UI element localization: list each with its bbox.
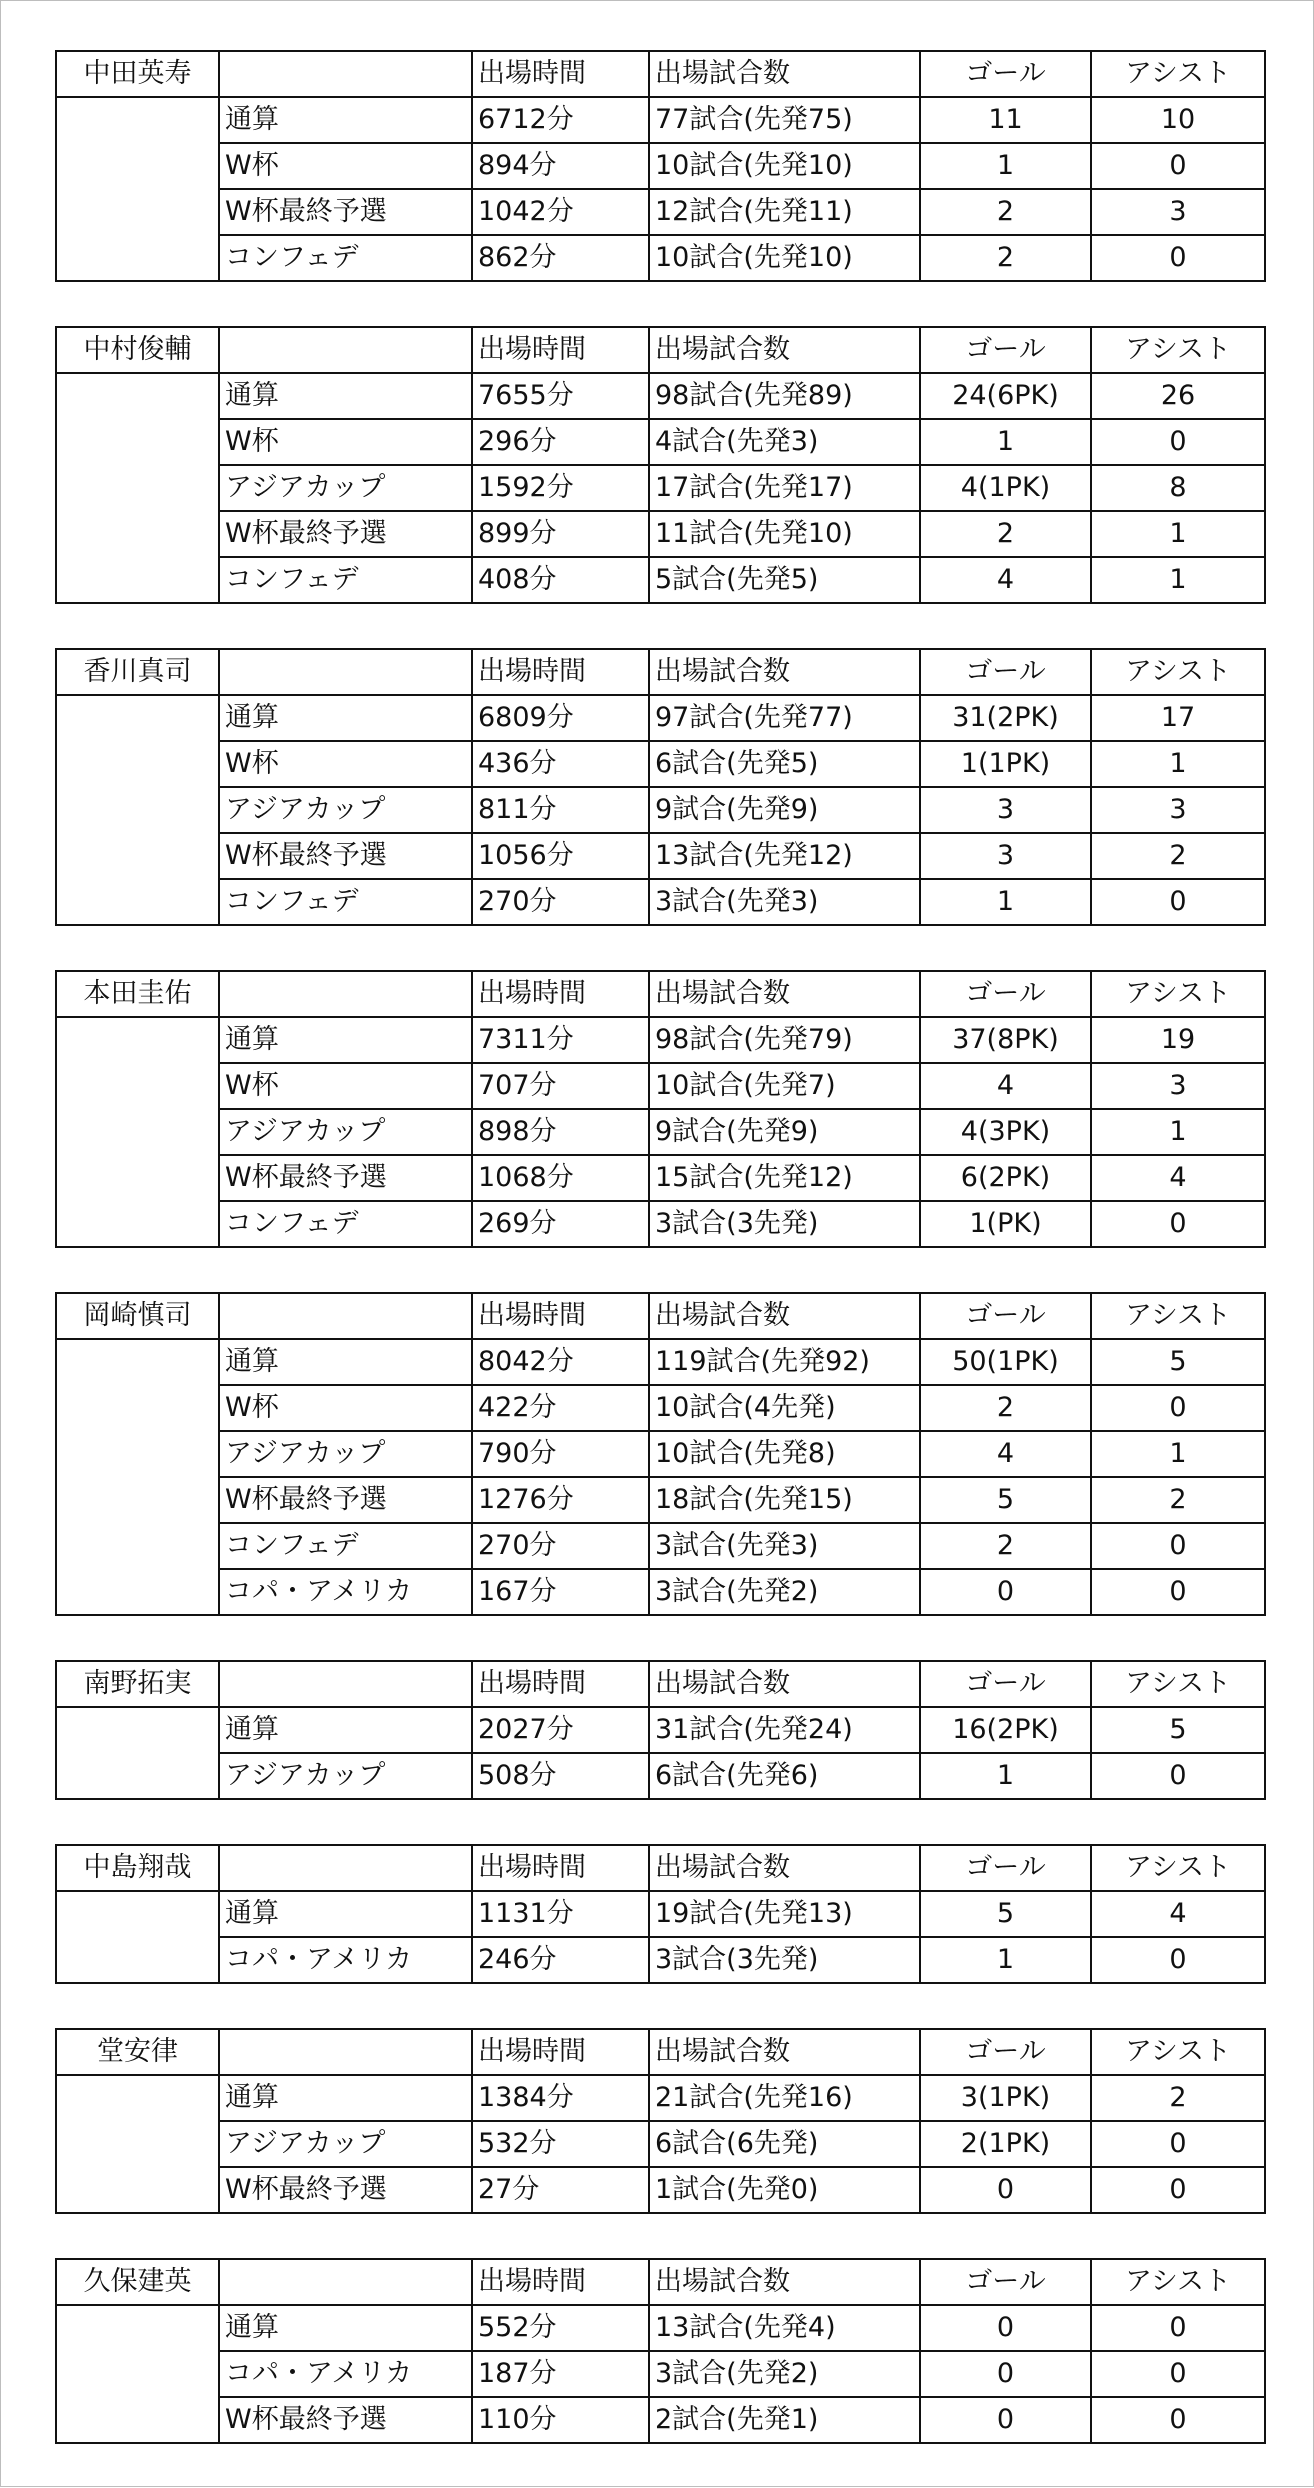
goals-cell: 1 [920, 143, 1091, 189]
assists-cell: 0 [1091, 2397, 1265, 2443]
header-goals: ゴール [920, 327, 1091, 373]
appearances-cell: 3試合(先発2) [649, 1569, 920, 1615]
appearances-cell: 3試合(3先発) [649, 1201, 920, 1247]
header-assists: アシスト [1091, 51, 1265, 97]
minutes-cell: 187分 [472, 2351, 649, 2397]
player-name-spacer [56, 2075, 219, 2213]
goals-cell: 2 [920, 511, 1091, 557]
minutes-cell: 1068分 [472, 1155, 649, 1201]
minutes-cell: 899分 [472, 511, 649, 557]
minutes-cell: 422分 [472, 1385, 649, 1431]
player-name: 久保建英 [56, 2259, 219, 2305]
player-name-spacer [56, 373, 219, 603]
appearances-cell: 3試合(先発3) [649, 879, 920, 925]
minutes-cell: 898分 [472, 1109, 649, 1155]
header-assists: アシスト [1091, 649, 1265, 695]
header-goals: ゴール [920, 1293, 1091, 1339]
assists-cell: 3 [1091, 189, 1265, 235]
header-minutes: 出場時間 [472, 327, 649, 373]
player-table [55, 50, 1266, 282]
header-goals: ゴール [920, 1661, 1091, 1707]
competition-cell: コンフェデ [219, 879, 472, 925]
table-row [56, 419, 1265, 465]
minutes-cell: 246分 [472, 1937, 649, 1983]
competition-cell: 通算 [219, 695, 472, 741]
table-row [56, 741, 1265, 787]
player-name: 堂安律 [56, 2029, 219, 2075]
header-row [56, 649, 1265, 695]
header-row [56, 51, 1265, 97]
table-row [56, 879, 1265, 925]
appearances-cell: 10試合(先発10) [649, 235, 920, 281]
minutes-cell: 811分 [472, 787, 649, 833]
assists-cell: 0 [1091, 1753, 1265, 1799]
table-row [56, 189, 1265, 235]
appearances-cell: 5試合(先発5) [649, 557, 920, 603]
header-minutes: 出場時間 [472, 51, 649, 97]
player-table [55, 1660, 1266, 1800]
goals-cell: 1 [920, 1753, 1091, 1799]
assists-cell: 0 [1091, 2167, 1265, 2213]
header-assists: アシスト [1091, 2029, 1265, 2075]
goals-cell: 0 [920, 2305, 1091, 2351]
appearances-cell: 4試合(先発3) [649, 419, 920, 465]
minutes-cell: 436分 [472, 741, 649, 787]
player-name-spacer [56, 1707, 219, 1799]
goals-cell: 0 [920, 2351, 1091, 2397]
player-name: 中村俊輔 [56, 327, 219, 373]
competition-cell: W杯 [219, 1385, 472, 1431]
assists-cell: 0 [1091, 2121, 1265, 2167]
header-blank [219, 51, 472, 97]
header-appearances: 出場試合数 [649, 1661, 920, 1707]
header-blank [219, 971, 472, 1017]
goals-cell: 3 [920, 787, 1091, 833]
player-table [55, 326, 1266, 604]
header-appearances: 出場試合数 [649, 327, 920, 373]
goals-cell: 2 [920, 189, 1091, 235]
appearances-cell: 119試合(先発92) [649, 1339, 920, 1385]
header-blank [219, 1293, 472, 1339]
competition-cell: W杯最終予選 [219, 189, 472, 235]
competition-cell: コパ・アメリカ [219, 2351, 472, 2397]
competition-cell: W杯最終予選 [219, 2167, 472, 2213]
header-minutes: 出場時間 [472, 1845, 649, 1891]
goals-cell: 4 [920, 557, 1091, 603]
table-row [56, 1017, 1265, 1063]
goals-cell: 1(1PK) [920, 741, 1091, 787]
table-row [56, 1569, 1265, 1615]
header-row [56, 2029, 1265, 2075]
competition-cell: コンフェデ [219, 1523, 472, 1569]
header-appearances: 出場試合数 [649, 649, 920, 695]
assists-cell: 4 [1091, 1891, 1265, 1937]
assists-cell: 5 [1091, 1707, 1265, 1753]
table-row [56, 97, 1265, 143]
assists-cell: 0 [1091, 1201, 1265, 1247]
minutes-cell: 270分 [472, 879, 649, 925]
assists-cell: 3 [1091, 1063, 1265, 1109]
assists-cell: 4 [1091, 1155, 1265, 1201]
minutes-cell: 7311分 [472, 1017, 649, 1063]
table-row [56, 2167, 1265, 2213]
goals-cell: 31(2PK) [920, 695, 1091, 741]
minutes-cell: 552分 [472, 2305, 649, 2351]
table-row [56, 1339, 1265, 1385]
goals-cell: 2(1PK) [920, 2121, 1091, 2167]
assists-cell: 1 [1091, 741, 1265, 787]
competition-cell: アジアカップ [219, 2121, 472, 2167]
player-name-spacer [56, 695, 219, 925]
goals-cell: 4 [920, 1431, 1091, 1477]
header-minutes: 出場時間 [472, 971, 649, 1017]
header-appearances: 出場試合数 [649, 51, 920, 97]
table-row [56, 1477, 1265, 1523]
goals-cell: 50(1PK) [920, 1339, 1091, 1385]
assists-cell: 0 [1091, 2351, 1265, 2397]
appearances-cell: 21試合(先発16) [649, 2075, 920, 2121]
assists-cell: 17 [1091, 695, 1265, 741]
minutes-cell: 1384分 [472, 2075, 649, 2121]
assists-cell: 1 [1091, 511, 1265, 557]
header-blank [219, 1845, 472, 1891]
table-row [56, 695, 1265, 741]
header-minutes: 出場時間 [472, 649, 649, 695]
goals-cell: 5 [920, 1477, 1091, 1523]
minutes-cell: 532分 [472, 2121, 649, 2167]
table-row [56, 1201, 1265, 1247]
header-assists: アシスト [1091, 1845, 1265, 1891]
player-name-spacer [56, 1017, 219, 1247]
appearances-cell: 9試合(先発9) [649, 1109, 920, 1155]
competition-cell: 通算 [219, 373, 472, 419]
header-blank [219, 1661, 472, 1707]
header-row [56, 2259, 1265, 2305]
header-blank [219, 2029, 472, 2075]
minutes-cell: 1056分 [472, 833, 649, 879]
table-row [56, 2397, 1265, 2443]
appearances-cell: 13試合(先発12) [649, 833, 920, 879]
competition-cell: 通算 [219, 2075, 472, 2121]
header-appearances: 出場試合数 [649, 1293, 920, 1339]
appearances-cell: 10試合(4先発) [649, 1385, 920, 1431]
competition-cell: コパ・アメリカ [219, 1937, 472, 1983]
assists-cell: 1 [1091, 1109, 1265, 1155]
competition-cell: コンフェデ [219, 557, 472, 603]
goals-cell: 16(2PK) [920, 1707, 1091, 1753]
appearances-cell: 2試合(先発1) [649, 2397, 920, 2443]
header-assists: アシスト [1091, 327, 1265, 373]
assists-cell: 0 [1091, 1569, 1265, 1615]
goals-cell: 0 [920, 2167, 1091, 2213]
goals-cell: 1 [920, 419, 1091, 465]
table-row [56, 787, 1265, 833]
appearances-cell: 10試合(先発8) [649, 1431, 920, 1477]
goals-cell: 11 [920, 97, 1091, 143]
header-goals: ゴール [920, 2029, 1091, 2075]
goals-cell: 3(1PK) [920, 2075, 1091, 2121]
player-stats-tables [55, 50, 1264, 2488]
minutes-cell: 2027分 [472, 1707, 649, 1753]
header-row [56, 1661, 1265, 1707]
player-name-spacer [56, 97, 219, 281]
competition-cell: アジアカップ [219, 1753, 472, 1799]
header-appearances: 出場試合数 [649, 2029, 920, 2075]
goals-cell: 4(3PK) [920, 1109, 1091, 1155]
table-row [56, 2121, 1265, 2167]
minutes-cell: 1131分 [472, 1891, 649, 1937]
goals-cell: 1 [920, 879, 1091, 925]
competition-cell: アジアカップ [219, 465, 472, 511]
header-row [56, 327, 1265, 373]
competition-cell: W杯 [219, 419, 472, 465]
assists-cell: 1 [1091, 1431, 1265, 1477]
table-row [56, 373, 1265, 419]
appearances-cell: 15試合(先発12) [649, 1155, 920, 1201]
player-name: 中田英寿 [56, 51, 219, 97]
player-name: 中島翔哉 [56, 1845, 219, 1891]
table-row [56, 2305, 1265, 2351]
assists-cell: 19 [1091, 1017, 1265, 1063]
goals-cell: 3 [920, 833, 1091, 879]
competition-cell: W杯 [219, 143, 472, 189]
appearances-cell: 19試合(先発13) [649, 1891, 920, 1937]
assists-cell: 1 [1091, 557, 1265, 603]
appearances-cell: 6試合(先発5) [649, 741, 920, 787]
goals-cell: 4 [920, 1063, 1091, 1109]
assists-cell: 2 [1091, 1477, 1265, 1523]
minutes-cell: 7655分 [472, 373, 649, 419]
assists-cell: 8 [1091, 465, 1265, 511]
player-table [55, 1844, 1266, 1984]
minutes-cell: 862分 [472, 235, 649, 281]
competition-cell: アジアカップ [219, 1109, 472, 1155]
player-table [55, 648, 1266, 926]
goals-cell: 1(PK) [920, 1201, 1091, 1247]
table-row [56, 1431, 1265, 1477]
header-minutes: 出場時間 [472, 2029, 649, 2075]
header-assists: アシスト [1091, 1293, 1265, 1339]
header-blank [219, 327, 472, 373]
assists-cell: 0 [1091, 879, 1265, 925]
header-goals: ゴール [920, 649, 1091, 695]
goals-cell: 2 [920, 235, 1091, 281]
player-table [55, 2258, 1266, 2444]
assists-cell: 10 [1091, 97, 1265, 143]
assists-cell: 0 [1091, 1523, 1265, 1569]
minutes-cell: 110分 [472, 2397, 649, 2443]
appearances-cell: 98試合(先発79) [649, 1017, 920, 1063]
minutes-cell: 707分 [472, 1063, 649, 1109]
goals-cell: 4(1PK) [920, 465, 1091, 511]
header-row [56, 971, 1265, 1017]
appearances-cell: 12試合(先発11) [649, 189, 920, 235]
competition-cell: 通算 [219, 1707, 472, 1753]
header-goals: ゴール [920, 971, 1091, 1017]
header-appearances: 出場試合数 [649, 2259, 920, 2305]
competition-cell: W杯 [219, 741, 472, 787]
competition-cell: アジアカップ [219, 1431, 472, 1477]
player-name-spacer [56, 1891, 219, 1983]
assists-cell: 0 [1091, 235, 1265, 281]
appearances-cell: 10試合(先発7) [649, 1063, 920, 1109]
header-blank [219, 2259, 472, 2305]
appearances-cell: 3試合(3先発) [649, 1937, 920, 1983]
table-row [56, 2351, 1265, 2397]
header-goals: ゴール [920, 1845, 1091, 1891]
header-assists: アシスト [1091, 971, 1265, 1017]
minutes-cell: 269分 [472, 1201, 649, 1247]
goals-cell: 2 [920, 1385, 1091, 1431]
table-row [56, 511, 1265, 557]
competition-cell: W杯最終予選 [219, 1477, 472, 1523]
competition-cell: W杯 [219, 1063, 472, 1109]
minutes-cell: 408分 [472, 557, 649, 603]
competition-cell: コンフェデ [219, 235, 472, 281]
competition-cell: コンフェデ [219, 1201, 472, 1247]
header-goals: ゴール [920, 51, 1091, 97]
minutes-cell: 508分 [472, 1753, 649, 1799]
minutes-cell: 167分 [472, 1569, 649, 1615]
player-name: 本田圭佑 [56, 971, 219, 1017]
minutes-cell: 790分 [472, 1431, 649, 1477]
player-name: 岡崎慎司 [56, 1293, 219, 1339]
header-row [56, 1293, 1265, 1339]
header-assists: アシスト [1091, 1661, 1265, 1707]
assists-cell: 3 [1091, 787, 1265, 833]
table-row [56, 1523, 1265, 1569]
appearances-cell: 31試合(先発24) [649, 1707, 920, 1753]
header-blank [219, 649, 472, 695]
player-name: 香川真司 [56, 649, 219, 695]
table-row [56, 557, 1265, 603]
assists-cell: 0 [1091, 419, 1265, 465]
player-name-spacer [56, 1339, 219, 1615]
competition-cell: 通算 [219, 1017, 472, 1063]
table-row [56, 1109, 1265, 1155]
player-name: 南野拓実 [56, 1661, 219, 1707]
appearances-cell: 10試合(先発10) [649, 143, 920, 189]
header-minutes: 出場時間 [472, 1293, 649, 1339]
goals-cell: 2 [920, 1523, 1091, 1569]
minutes-cell: 1276分 [472, 1477, 649, 1523]
goals-cell: 24(6PK) [920, 373, 1091, 419]
table-row [56, 143, 1265, 189]
player-table [55, 970, 1266, 1248]
competition-cell: アジアカップ [219, 787, 472, 833]
assists-cell: 5 [1091, 1339, 1265, 1385]
header-appearances: 出場試合数 [649, 971, 920, 1017]
competition-cell: 通算 [219, 97, 472, 143]
table-row [56, 1753, 1265, 1799]
competition-cell: 通算 [219, 1339, 472, 1385]
appearances-cell: 17試合(先発17) [649, 465, 920, 511]
minutes-cell: 1592分 [472, 465, 649, 511]
goals-cell: 0 [920, 1569, 1091, 1615]
competition-cell: W杯最終予選 [219, 511, 472, 557]
player-table [55, 2028, 1266, 2214]
competition-cell: W杯最終予選 [219, 2397, 472, 2443]
table-row [56, 1891, 1265, 1937]
header-minutes: 出場時間 [472, 1661, 649, 1707]
appearances-cell: 11試合(先発10) [649, 511, 920, 557]
minutes-cell: 894分 [472, 143, 649, 189]
goals-cell: 5 [920, 1891, 1091, 1937]
appearances-cell: 9試合(先発9) [649, 787, 920, 833]
table-row [56, 833, 1265, 879]
goals-cell: 1 [920, 1937, 1091, 1983]
minutes-cell: 27分 [472, 2167, 649, 2213]
header-row [56, 1845, 1265, 1891]
assists-cell: 2 [1091, 833, 1265, 879]
appearances-cell: 18試合(先発15) [649, 1477, 920, 1523]
table-row [56, 1707, 1265, 1753]
appearances-cell: 77試合(先発75) [649, 97, 920, 143]
minutes-cell: 296分 [472, 419, 649, 465]
appearances-cell: 6試合(6先発) [649, 2121, 920, 2167]
minutes-cell: 8042分 [472, 1339, 649, 1385]
table-row [56, 1385, 1265, 1431]
table-row [56, 1063, 1265, 1109]
competition-cell: コパ・アメリカ [219, 1569, 472, 1615]
assists-cell: 26 [1091, 373, 1265, 419]
minutes-cell: 6809分 [472, 695, 649, 741]
appearances-cell: 98試合(先発89) [649, 373, 920, 419]
appearances-cell: 1試合(先発0) [649, 2167, 920, 2213]
table-row [56, 1937, 1265, 1983]
player-table [55, 1292, 1266, 1616]
header-minutes: 出場時間 [472, 2259, 649, 2305]
table-row [56, 235, 1265, 281]
table-row [56, 2075, 1265, 2121]
appearances-cell: 13試合(先発4) [649, 2305, 920, 2351]
appearances-cell: 3試合(先発3) [649, 1523, 920, 1569]
competition-cell: W杯最終予選 [219, 1155, 472, 1201]
goals-cell: 6(2PK) [920, 1155, 1091, 1201]
table-row [56, 1155, 1265, 1201]
competition-cell: 通算 [219, 2305, 472, 2351]
header-goals: ゴール [920, 2259, 1091, 2305]
assists-cell: 0 [1091, 143, 1265, 189]
competition-cell: W杯最終予選 [219, 833, 472, 879]
header-appearances: 出場試合数 [649, 1845, 920, 1891]
goals-cell: 37(8PK) [920, 1017, 1091, 1063]
minutes-cell: 1042分 [472, 189, 649, 235]
competition-cell: 通算 [219, 1891, 472, 1937]
header-assists: アシスト [1091, 2259, 1265, 2305]
assists-cell: 0 [1091, 2305, 1265, 2351]
appearances-cell: 6試合(先発6) [649, 1753, 920, 1799]
assists-cell: 0 [1091, 1385, 1265, 1431]
player-name-spacer [56, 2305, 219, 2443]
table-row [56, 465, 1265, 511]
appearances-cell: 97試合(先発77) [649, 695, 920, 741]
minutes-cell: 6712分 [472, 97, 649, 143]
goals-cell: 0 [920, 2397, 1091, 2443]
minutes-cell: 270分 [472, 1523, 649, 1569]
appearances-cell: 3試合(先発2) [649, 2351, 920, 2397]
assists-cell: 0 [1091, 1937, 1265, 1983]
assists-cell: 2 [1091, 2075, 1265, 2121]
